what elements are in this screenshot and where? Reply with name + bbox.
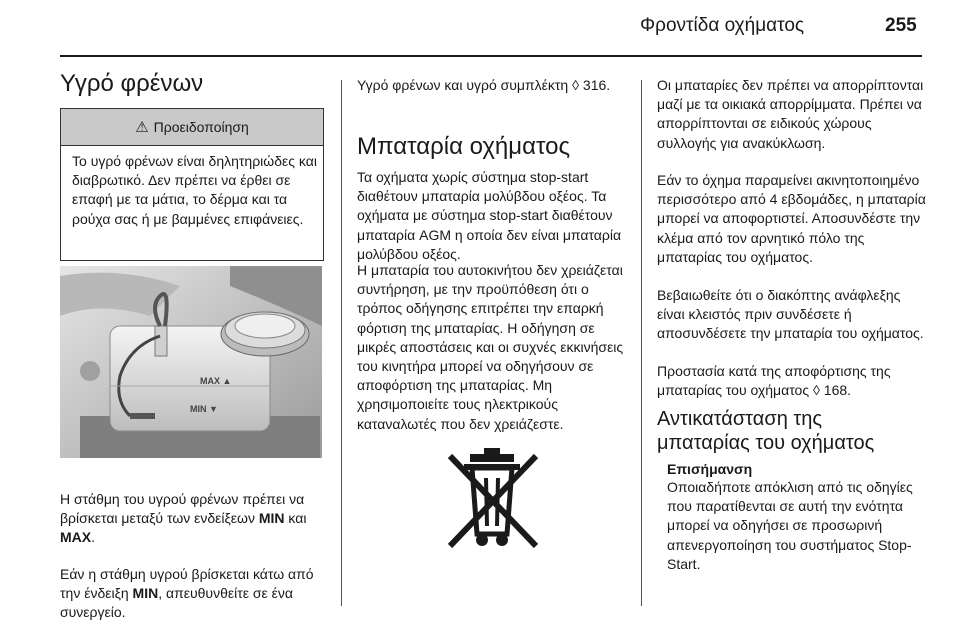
min-mark-label: MIN ▼ (190, 404, 218, 414)
battery-maintenance-paragraph: Η μπαταρία του αυτοκινήτου δεν χρειάζεται συντήρηση, με την προϋπόθεση ότι ο τρόπος οδήγησης επιτρέπει την επαρκή φόρτιση της μπαταρίας. Η οδήγηση σε μικρές αποστάσεις και οι συχνές εκκινήσεις του κινητήρα μπορεί να οδηγήσουν σε αποφόρτιση της μπαταρίας. Μη χρησιμοποιείτε τους ηλεκτρικούς καταναλωτές που δεν χρειάζεστε. (357, 262, 624, 432)
battery-type-paragraph: Τα οχήματα χωρίς σύστημα stop-start διαθέτουν μπαταρία μολύβδου οξέος. Τα οχήματα με σύστημα stop-start διαθέτουν μπαταρία AGM η οποία δεν είναι μπαταρία μολύβδου οξέος. (357, 169, 622, 262)
brake-fluid-reservoir-photo (60, 266, 322, 458)
brake-fluid-low-paragraph: Εάν η στάθμη υγρού βρίσκεται κάτω από την ένδειξη MIN, απευθυνθείτε σε ένα συνεργείο. (60, 566, 314, 621)
warning-header (61, 109, 323, 146)
battery-disposal-paragraph: Οι μπαταρίες δεν πρέπει να απορρίπτονται μαζί με τα οικιακά απορρίμματα. Πρέπει να απορρίπτονται σε ειδικούς χώρους συλλογής για ανακύκλωση. (657, 77, 924, 151)
warning-title: Προειδοποίηση (153, 119, 249, 135)
notice-text: Οποιαδήποτε απόκλιση από τις οδηγίες που παρατίθενται σε αυτή την ενότητα μπορεί να οδηγήσει σε προσωρινή απενεργοποίηση του συστήματος Stop-Start. (667, 479, 913, 572)
page-number: 255 (885, 15, 917, 36)
section-heading-battery-replacement: Αντικατάσταση της μπαταρίας του οχήματος (657, 408, 875, 454)
notice-title: Επισήμανση (667, 461, 753, 477)
section-heading-vehicle-battery: Μπαταρία οχήματος (357, 133, 571, 160)
max-mark-label: MAX ▲ (200, 376, 232, 386)
ignition-check-paragraph: Βεβαιωθείτε ότι ο διακόπτης ανάφλεξης είναι κλειστός πριν συνδέσετε ή αποσυνδέσετε την μπαταρία του οχήματος. (657, 287, 924, 342)
section-heading-brake-fluid: Υγρό φρένων (60, 70, 204, 97)
warning-box (60, 108, 324, 261)
max-label: MAX (60, 529, 92, 546)
discharge-protection-paragraph: Προστασία κατά της αποφόρτισης της μπαταρίας του οχήματος ◊ 168. (657, 363, 891, 399)
battery-storage-paragraph: Εάν το όχημα παραμείνει ακινητοποιημένο περισσότερο από 4 εβδομάδες, η μπαταρία μπορεί να αποφορτιστεί. Αποσυνδέστε την κλέμα από τον αρνητικό πόλο της μπαταρίας του οχήματος. (657, 172, 926, 265)
cross-reference-text: Υγρό φρένων και υγρό συμπλέκτη ◊ 316. (357, 77, 611, 93)
column-divider (341, 80, 342, 606)
min-label: MIN (258, 510, 285, 527)
header-rule (60, 55, 922, 57)
min-label: MIN (132, 585, 159, 602)
warning-icon: ⚠ (135, 119, 149, 136)
header-title: Φροντίδα οχήματος (640, 15, 805, 36)
warning-text: Το υγρό φρένων είναι δηλητηριώδες και διαβρωτικό. Δεν πρέπει να έρθει σε επαφή με τα μάτια, το δέρμα και τα ρούχα σας ή με βαμμένες επιφάνειες. (72, 153, 317, 227)
column-divider (641, 80, 642, 606)
brake-fluid-level-paragraph: Η στάθμη του υγρού φρένων πρέπει να βρίσκεται μεταξύ των ενδείξεων MIN και MAX. (60, 491, 307, 546)
crossed-out-bin-icon (442, 448, 544, 550)
